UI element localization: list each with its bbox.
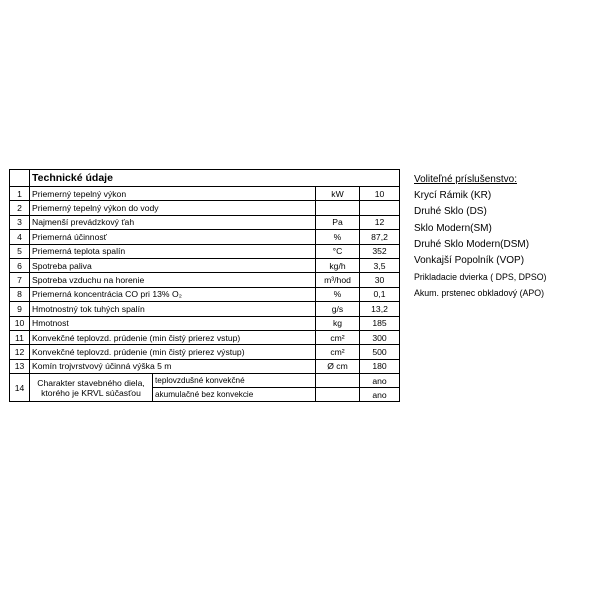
row-value: 352 <box>360 244 400 258</box>
row-unit <box>316 201 360 215</box>
table-row <box>10 316 400 330</box>
accessory-item: Krycí Rámik (KR) <box>414 190 492 202</box>
row-label: Konvekčné teplovzd. prúdenie (min čistý prierez vstup) <box>30 330 316 344</box>
row-number: 11 <box>10 330 30 344</box>
row-value: 12 <box>360 215 400 229</box>
row-number: 14 <box>10 374 30 402</box>
accessories-list <box>414 172 594 302</box>
row-value: 3,5 <box>360 258 400 272</box>
row-number: 9 <box>10 302 30 316</box>
accessory-item: Sklo Modern(SM) <box>414 222 492 234</box>
row-unit: g/s <box>316 302 360 316</box>
row-label: Hmotnostný tok tuhých spalín <box>30 302 316 316</box>
table-row <box>10 359 400 373</box>
accessory-item: Prikladacie dvierka ( DPS, DPSO) <box>414 272 547 283</box>
row-unit: Ø cm <box>316 359 360 373</box>
row-label: Komín trojvrstvový účinná výška 5 m <box>30 359 316 373</box>
row-unit: m³/hod <box>316 273 360 287</box>
row-value: 30 <box>360 273 400 287</box>
table-row <box>10 244 400 258</box>
row-unit: % <box>316 287 360 301</box>
row-unit: cm² <box>316 345 360 359</box>
table-row <box>10 345 400 359</box>
table-row <box>10 287 400 301</box>
accessory-item: Druhé Sklo (DS) <box>414 206 487 218</box>
technical-data-table <box>9 169 400 402</box>
row-unit: % <box>316 230 360 244</box>
row14-option-unit <box>316 374 360 388</box>
row-value: 185 <box>360 316 400 330</box>
accessory-item: Akum. prstenec obkladový (APO) <box>414 288 545 299</box>
row14-option-value: ano <box>360 374 400 388</box>
title-num-cell <box>10 170 30 187</box>
row-value: 10 <box>360 187 400 201</box>
row-number: 13 <box>10 359 30 373</box>
row-unit: °C <box>316 244 360 258</box>
row14-option-label: teplovzdušné konvekčné <box>153 374 316 388</box>
row-number: 6 <box>10 258 30 272</box>
row-unit: kg <box>316 316 360 330</box>
row-label: Priemerná účinnosť <box>30 230 316 244</box>
row-number: 10 <box>10 316 30 330</box>
row-number: 2 <box>10 201 30 215</box>
row-value: 300 <box>360 330 400 344</box>
row-unit: kg/h <box>316 258 360 272</box>
row-number: 3 <box>10 215 30 229</box>
row-label: Priemerná teplota spalín <box>30 244 316 258</box>
row14-option-unit <box>316 388 360 402</box>
row-number: 5 <box>10 244 30 258</box>
accessory-item: Druhé Sklo Modern(DSM) <box>414 238 530 250</box>
row-number: 1 <box>10 187 30 201</box>
row-value: 180 <box>360 359 400 373</box>
accessories-title: Voliteľné príslušenstvo: <box>414 174 517 185</box>
row-value: 0,1 <box>360 287 400 301</box>
row14-option-label: akumulačné bez konvekcie <box>153 388 316 402</box>
table-row <box>10 374 400 388</box>
row-unit: Pa <box>316 215 360 229</box>
row-number: 4 <box>10 230 30 244</box>
row-unit: kW <box>316 187 360 201</box>
table-row <box>10 330 400 344</box>
table-row <box>10 230 400 244</box>
row-value: 500 <box>360 345 400 359</box>
row-label: Spotreba paliva <box>30 258 316 272</box>
row-label: Konvekčné teplovzd. prúdenie (min čistý prierez výstup) <box>30 345 316 359</box>
row-label: Charakter stavebného diela, ktorého je KRVL súčasťou <box>30 374 153 402</box>
row-label: Spotreba vzduchu na horenie <box>30 273 316 287</box>
table-row <box>10 302 400 316</box>
table-row <box>10 273 400 287</box>
row-number: 7 <box>10 273 30 287</box>
table-row <box>10 258 400 272</box>
row-label: Priemerná koncentrácia CO pri 13% O₂ <box>30 287 316 301</box>
table-title: Technické údaje <box>30 170 400 187</box>
row14-option-value: ano <box>360 388 400 402</box>
table-row <box>10 201 400 215</box>
table-row <box>10 215 400 229</box>
accessory-item: Vonkajší Popolník (VOP) <box>414 255 525 267</box>
row-label: Najmenší prevádzkový ťah <box>30 215 316 229</box>
row-number: 12 <box>10 345 30 359</box>
row-unit: cm² <box>316 330 360 344</box>
row-value: 13,2 <box>360 302 400 316</box>
row-value <box>360 201 400 215</box>
row-number: 8 <box>10 287 30 301</box>
row-label: Priemerný tepelný výkon do vody <box>30 201 316 215</box>
table-row <box>10 187 400 201</box>
table-title-row <box>10 170 400 187</box>
row-value: 87,2 <box>360 230 400 244</box>
row-label: Hmotnost <box>30 316 316 330</box>
row-label: Priemerný tepelný výkon <box>30 187 316 201</box>
